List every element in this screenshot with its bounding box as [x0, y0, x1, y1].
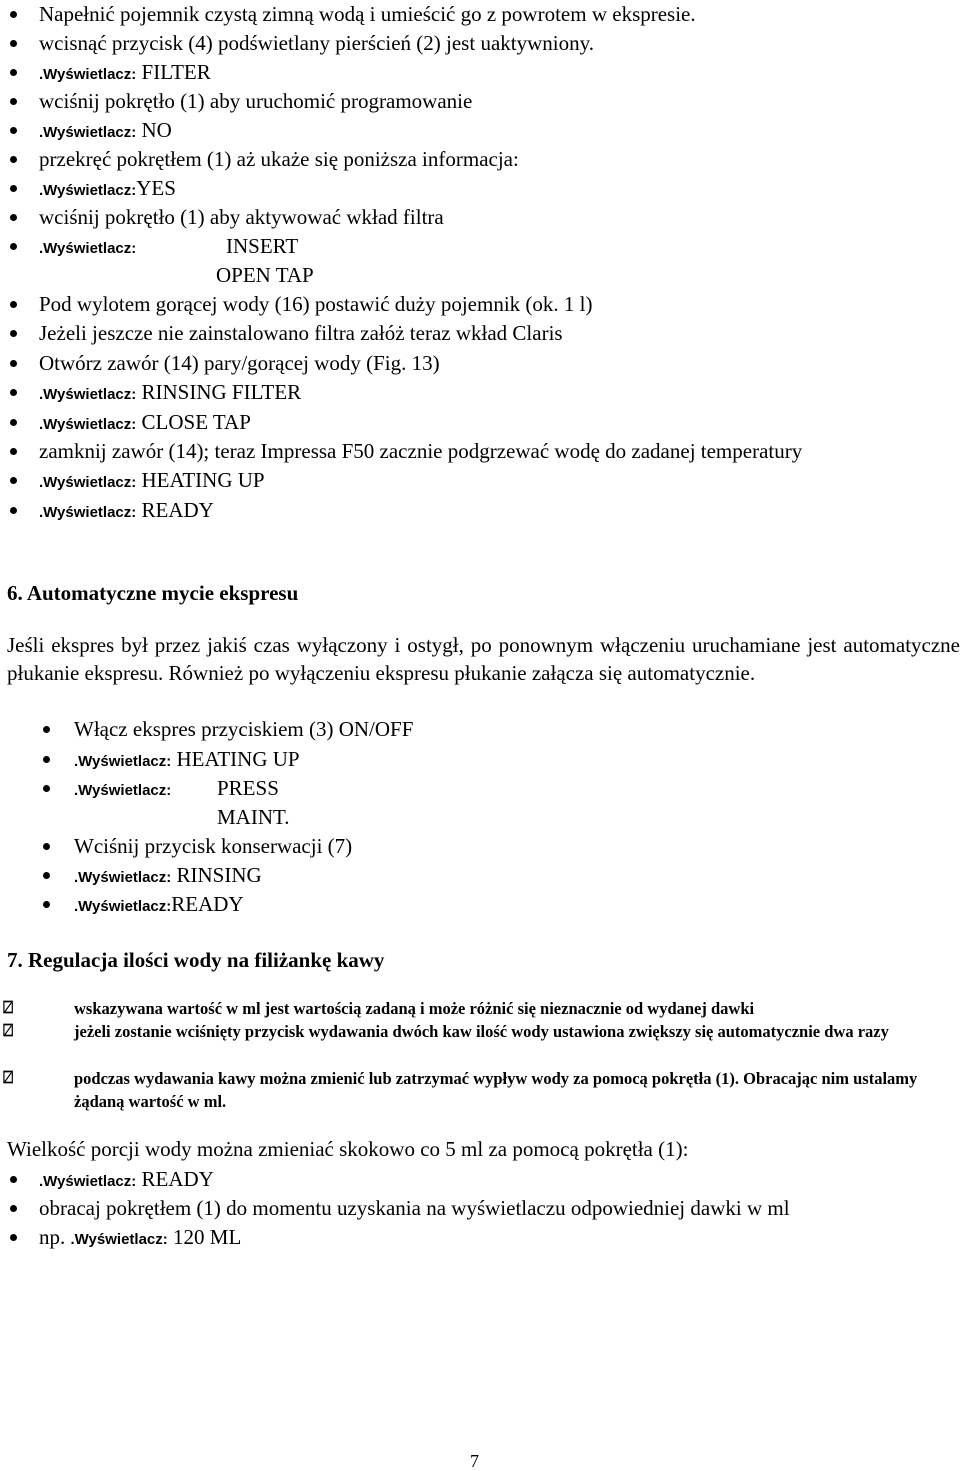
- display-label: .Wyświetlacz:: [39, 66, 137, 83]
- display-label: .Wyświetlacz:: [39, 182, 137, 199]
- list-item: [10, 409, 251, 438]
- page-number: 7: [470, 1451, 479, 1471]
- display-value: PRESS: [217, 776, 279, 800]
- item-text: zamknij zawór (14); teraz Impressa F50 zacznie podgrzewać wodę do zadanej temperatury: [39, 439, 803, 463]
- list-item: [43, 891, 244, 920]
- display-label: .Wyświetlacz:: [39, 386, 137, 403]
- list-item: [10, 1166, 214, 1195]
- display-label: .Wyświetlacz:: [39, 240, 137, 257]
- display-value: INSERT: [226, 234, 299, 258]
- display-continuation: MAINT.: [217, 805, 290, 829]
- list-item: [10, 59, 211, 88]
- list-item: [10, 88, 472, 114]
- display-label: .Wyświetlacz:: [39, 1173, 137, 1190]
- list-item: [43, 833, 352, 859]
- display-value: READY: [136, 498, 214, 522]
- list-item: [43, 746, 300, 775]
- display-label: .Wyświetlacz:: [70, 1231, 168, 1248]
- item-text: wcisnąć przycisk (4) podświetlany pierścień (2) jest uaktywniony.: [39, 31, 594, 55]
- section-heading: 7. Regulacja ilości wody na filiżankę kawy: [7, 948, 385, 972]
- display-continuation: OPEN TAP: [216, 263, 314, 287]
- list-item: [10, 175, 176, 204]
- note-text: jeżeli zostanie wciśnięty przycisk wydawania dwóch kaw ilość wody ustawiona zwiększy się automatycznie dwa razy: [74, 1022, 889, 1041]
- display-value: 120 ML: [167, 1225, 242, 1249]
- section-paragraph: Jeśli ekspres był przez jakiś czas wyłączony i ostygł, po ponownym włączeniu uruchamiane jest automatyczne płukanie ekspresu. Również po wyłączeniu ekspresu płukanie załącza się automatycznie.: [7, 633, 960, 685]
- list-item: [10, 233, 299, 262]
- display-label: .Wyświetlacz:: [39, 124, 137, 141]
- list-item: [10, 320, 563, 346]
- display-label: .Wyświetlacz:: [39, 504, 137, 521]
- item-text: Napełnić pojemnik czystą zimną wodą i umieścić go z powrotem w ekspresie.: [39, 2, 696, 26]
- display-value: CLOSE TAP: [136, 410, 251, 434]
- item-prefix: np.: [39, 1225, 71, 1249]
- item-text: Wciśnij przycisk konserwacji (7): [74, 834, 353, 858]
- display-value: NO: [136, 118, 172, 142]
- section-paragraph: Wielkość porcji wody można zmieniać skokowo co 5 ml za pomocą pokrętła (1):: [7, 1137, 689, 1161]
- note-text: wskazywana wartość w ml jest wartością zadaną i może różnić się nieznacznie od wydanej dawki: [74, 999, 755, 1018]
- item-text: Otwórz zawór (14) pary/gorącej wody (Fig. 13): [39, 351, 440, 375]
- note-marker-icon: ⍁: [3, 998, 14, 1018]
- display-label: .Wyświetlacz:: [74, 753, 172, 770]
- list-item: [10, 497, 214, 526]
- list-item: [10, 438, 802, 464]
- item-text: wciśnij pokrętło (1) aby aktywować wkład filtra: [39, 205, 444, 229]
- list-item: [10, 467, 265, 496]
- display-value: READY: [136, 1167, 214, 1191]
- list-item: [10, 291, 592, 317]
- list-item: [10, 30, 594, 56]
- display-label: .Wyświetlacz:: [39, 474, 137, 491]
- list-item: [43, 775, 279, 804]
- list-item: [10, 146, 519, 172]
- note-marker-icon: ⍁: [3, 1021, 14, 1041]
- item-text: wciśnij pokrętło (1) aby uruchomić programowanie: [39, 89, 473, 113]
- list-item: [10, 350, 440, 376]
- item-text: obracaj pokrętłem (1) do momentu uzyskania na wyświetlaczu odpowiedniej dawki w ml: [39, 1196, 790, 1220]
- item-text: przekręć pokrętłem (1) aż ukaże się poniższa informacja:: [39, 147, 519, 171]
- list-item: [10, 1195, 790, 1221]
- list-item: [10, 1224, 241, 1253]
- item-text: Pod wylotem gorącej wody (16) postawić duży pojemnik (ok. 1 l): [39, 292, 593, 316]
- item-text: Włącz ekspres przyciskiem (3) ON/OFF: [74, 717, 414, 741]
- list-item: [10, 379, 301, 408]
- display-label: .Wyświetlacz:: [74, 898, 172, 915]
- display-value: RINSING: [171, 863, 262, 887]
- list-item: [10, 117, 172, 146]
- note-marker-icon: ⍁: [3, 1068, 14, 1088]
- section-heading: 6. Automatyczne mycie ekspresu: [7, 581, 299, 605]
- list-item: [43, 716, 413, 742]
- note-text: podczas wydawania kawy można zmienić lub zatrzymać wypływ wody za pomocą pokrętła (1). Obracając nim ustalamy żądaną wartość w ml.: [74, 1069, 918, 1111]
- display-label: .Wyświetlacz:: [74, 869, 172, 886]
- display-label: .Wyświetlacz:: [39, 416, 137, 433]
- display-value: HEATING UP: [136, 468, 265, 492]
- list-item: [43, 862, 262, 891]
- item-text: Jeżeli jeszcze nie zainstalowano filtra załóż teraz wkład Claris: [39, 321, 563, 345]
- display-value: READY: [171, 892, 244, 916]
- list-item: [10, 204, 444, 230]
- display-value: FILTER: [136, 60, 211, 84]
- list-item: [10, 1, 696, 27]
- display-value: RINSING FILTER: [136, 380, 302, 404]
- display-value: HEATING UP: [171, 747, 300, 771]
- display-value: YES: [136, 176, 176, 200]
- display-label: .Wyświetlacz:: [74, 782, 172, 799]
